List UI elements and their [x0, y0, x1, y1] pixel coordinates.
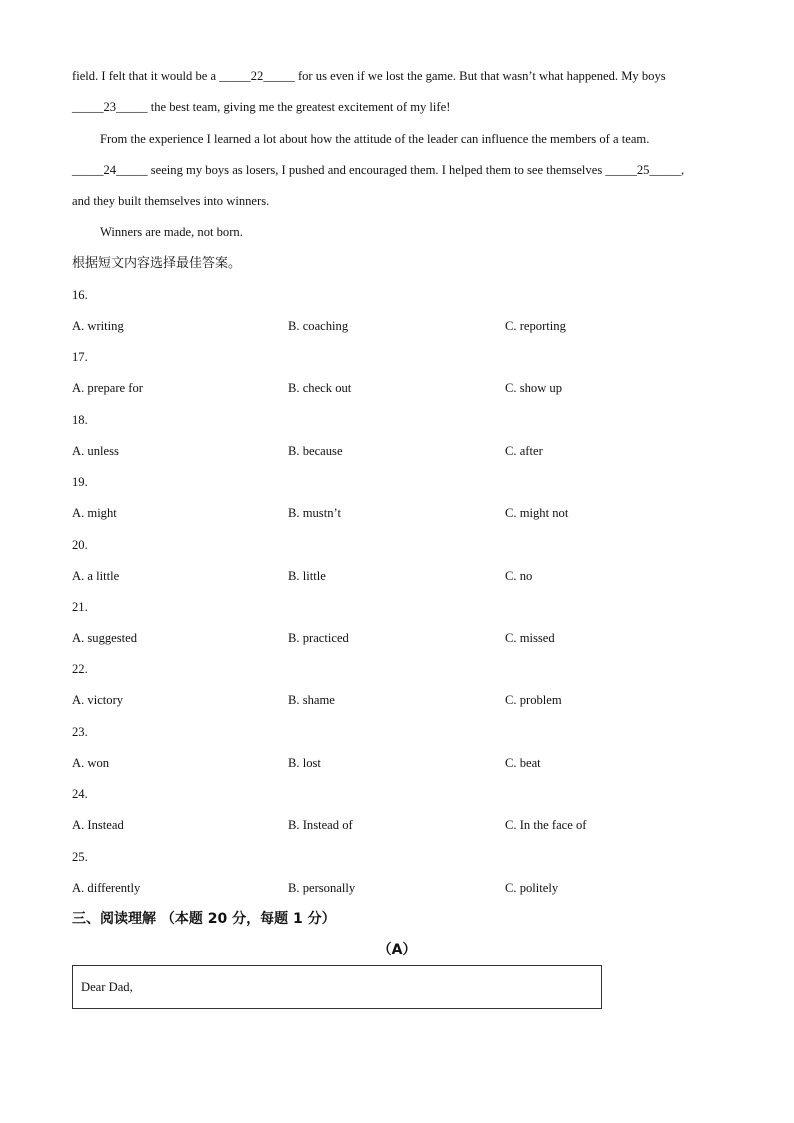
option-c[interactable]: C. In the face of: [505, 818, 587, 833]
option-c[interactable]: C. after: [505, 443, 543, 458]
option-b[interactable]: B. coaching: [288, 319, 349, 333]
option-b[interactable]: B. because: [288, 443, 343, 458]
option-c[interactable]: C. might not: [505, 506, 569, 521]
option-a[interactable]: A. differently: [72, 880, 141, 895]
letter-greeting: Dear Dad,: [81, 980, 133, 994]
question-number: 16.: [72, 288, 88, 302]
passage-line-5: and they built themselves into winners.: [72, 194, 270, 208]
question-number: 20.: [72, 537, 88, 552]
option-b[interactable]: B. little: [288, 568, 326, 583]
option-a[interactable]: A. Instead: [72, 818, 124, 833]
question-number: 19.: [72, 475, 88, 490]
option-b[interactable]: B. lost: [288, 755, 321, 770]
option-b[interactable]: B. shame: [288, 693, 335, 708]
option-b[interactable]: B. mustn’t: [288, 506, 341, 521]
option-c[interactable]: C. missed: [505, 631, 555, 645]
letter-box: [72, 965, 602, 1009]
question-number: 21.: [72, 600, 88, 614]
question-number: 17.: [72, 350, 88, 365]
blank-23: _____23_____: [72, 100, 148, 114]
option-a[interactable]: A. victory: [72, 693, 124, 708]
question-number: 25.: [72, 849, 88, 864]
instruction: 根据短文内容选择最佳答案。: [72, 256, 242, 271]
passage-text: for us even if we lost the game. But that wasn’t what happened. My boys: [294, 69, 666, 83]
option-a[interactable]: A. writing: [72, 319, 124, 333]
option-c[interactable]: C. beat: [505, 755, 541, 770]
option-c[interactable]: C. no: [505, 568, 533, 583]
passage-text: field. I felt that it would be a: [72, 69, 220, 83]
question-number: 18.: [72, 412, 88, 427]
passage-text: ,: [680, 163, 685, 177]
question-number: 24.: [72, 787, 88, 802]
blank-25: _____25_____: [605, 163, 681, 177]
passage-line-3: From the experience I learned a lot about how the attitude of the leader can influence the members of a team.: [100, 132, 650, 146]
option-a[interactable]: A. unless: [72, 443, 119, 458]
option-c[interactable]: C. problem: [505, 693, 562, 708]
passage-line-1: [72, 68, 666, 84]
section-title: 三、阅读理解 （本题 20 分，每题 1 分）: [72, 911, 336, 927]
passage-text: seeing my boys as losers, I pushed and encouraged them. I helped them to see themselves: [147, 163, 606, 177]
option-b[interactable]: B. Instead of: [288, 818, 353, 833]
question-number: 23.: [72, 724, 88, 739]
option-a[interactable]: A. a little: [72, 568, 120, 583]
option-a[interactable]: A. might: [72, 506, 117, 521]
option-a[interactable]: A. suggested: [72, 631, 138, 645]
option-a[interactable]: A. prepare for: [72, 381, 143, 396]
part-label: （A）: [377, 942, 417, 958]
question-number: 22.: [72, 662, 88, 677]
option-a[interactable]: A. won: [72, 755, 110, 770]
option-b[interactable]: B. practiced: [288, 631, 349, 645]
passage-line-2: [72, 99, 450, 115]
option-b[interactable]: B. personally: [288, 880, 356, 895]
blank-22: _____22_____: [219, 69, 295, 83]
option-c[interactable]: C. reporting: [505, 319, 566, 333]
passage-line-4: [72, 162, 684, 178]
blank-24: _____24_____: [72, 163, 148, 177]
option-b[interactable]: B. check out: [288, 381, 352, 396]
passage-text: the best team, giving me the greatest excitement of my life!: [147, 100, 451, 114]
passage-line-6: Winners are made, not born.: [100, 225, 243, 239]
option-c[interactable]: C. politely: [505, 880, 559, 895]
option-c[interactable]: C. show up: [505, 381, 563, 396]
